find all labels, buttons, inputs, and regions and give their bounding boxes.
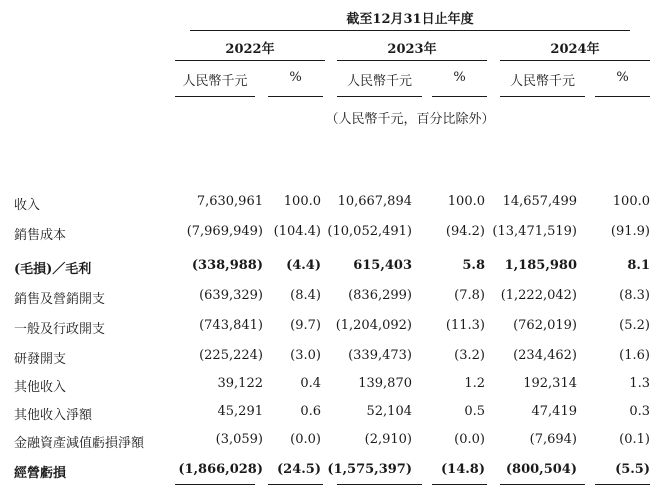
total-rule-6 bbox=[595, 484, 650, 485]
total-rule-3 bbox=[337, 484, 422, 485]
cell-rmb-2022: (7,969,949) bbox=[186, 224, 263, 239]
col-rmb-2023: 人民幣千元 bbox=[346, 74, 412, 89]
year-rule-2022 bbox=[175, 60, 325, 61]
table-row bbox=[0, 194, 660, 216]
cell-rmb-2022: (639,329) bbox=[199, 288, 263, 303]
table-row bbox=[0, 288, 660, 310]
row-label: 金融資產減值虧損淨額 bbox=[14, 436, 145, 451]
cell-pct-2024: 100.0 bbox=[612, 194, 650, 209]
cell-pct-2023: 1.2 bbox=[464, 376, 485, 391]
cell-pct-2022: 100.0 bbox=[283, 194, 321, 209]
period-title: 截至12月31日止年度 bbox=[346, 12, 474, 27]
col-pct-2022: % bbox=[289, 70, 302, 85]
cell-pct-2023: (94.2) bbox=[445, 224, 485, 239]
cell-pct-2023: (7.8) bbox=[454, 288, 485, 303]
cell-pct-2023: 100.0 bbox=[447, 194, 485, 209]
table-row bbox=[0, 258, 660, 280]
cell-pct-2023: (0.0) bbox=[454, 432, 485, 447]
cell-rmb-2023: 10,667,894 bbox=[337, 194, 412, 209]
total-rule-4 bbox=[432, 484, 487, 485]
cell-rmb-2022: 7,630,961 bbox=[196, 194, 263, 209]
cell-pct-2024: (0.1) bbox=[619, 432, 650, 447]
cell-pct-2022: (24.5) bbox=[277, 462, 321, 477]
cell-pct-2022: (9.7) bbox=[290, 318, 321, 333]
row-label: 其他收入 bbox=[14, 380, 67, 395]
cell-rmb-2024: (7,694) bbox=[529, 432, 577, 447]
cell-pct-2022: (3.0) bbox=[290, 348, 321, 363]
cell-pct-2023: 5.8 bbox=[462, 258, 485, 273]
cell-pct-2022: (0.0) bbox=[290, 432, 321, 447]
cell-rmb-2022: 39,122 bbox=[217, 376, 263, 391]
cell-rmb-2023: 139,870 bbox=[358, 376, 412, 391]
cell-rmb-2024: 192,314 bbox=[523, 376, 577, 391]
cell-rmb-2022: (1,866,028) bbox=[178, 462, 263, 477]
cell-pct-2022: 0.4 bbox=[300, 376, 321, 391]
sub-rule-3 bbox=[337, 96, 422, 97]
cell-rmb-2024: (234,462) bbox=[513, 348, 577, 363]
cell-rmb-2022: (743,841) bbox=[199, 318, 263, 333]
col-rmb-2024: 人民幣千元 bbox=[509, 74, 575, 89]
cell-rmb-2023: (10,052,491) bbox=[327, 224, 412, 239]
cell-pct-2024: 1.3 bbox=[629, 376, 650, 391]
total-rule-2 bbox=[268, 484, 323, 485]
row-label: 銷售及營銷開支 bbox=[14, 292, 106, 307]
row-label: (毛損)／毛利 bbox=[14, 262, 92, 277]
table-row bbox=[0, 432, 660, 454]
cell-rmb-2023: (339,473) bbox=[348, 348, 412, 363]
period-rule bbox=[190, 30, 630, 31]
cell-rmb-2024: 47,419 bbox=[531, 404, 577, 419]
cell-pct-2024: (5.2) bbox=[619, 318, 650, 333]
total-rule-5 bbox=[500, 484, 585, 485]
cell-pct-2023: (3.2) bbox=[454, 348, 485, 363]
sub-rule-6 bbox=[595, 96, 650, 97]
row-label: 收入 bbox=[14, 198, 41, 213]
year-2024: 2024年 bbox=[550, 42, 600, 57]
table-row bbox=[0, 318, 660, 340]
col-pct-2024: % bbox=[616, 70, 629, 85]
sub-rule-2 bbox=[268, 96, 323, 97]
table-row bbox=[0, 462, 660, 484]
cell-rmb-2024: (800,504) bbox=[505, 462, 577, 477]
row-label: 其他收入淨額 bbox=[14, 408, 93, 423]
cell-rmb-2024: 14,657,499 bbox=[502, 194, 577, 209]
cell-pct-2023: (14.8) bbox=[441, 462, 485, 477]
col-pct-2023: % bbox=[453, 70, 466, 85]
cell-pct-2022: (4.4) bbox=[286, 258, 321, 273]
cell-rmb-2023: (836,299) bbox=[348, 288, 412, 303]
table-row bbox=[0, 404, 660, 426]
year-rule-2023 bbox=[337, 60, 487, 61]
cell-pct-2024: 0.3 bbox=[629, 404, 650, 419]
total-rule-1 bbox=[175, 484, 255, 485]
cell-rmb-2024: (1,222,042) bbox=[500, 288, 577, 303]
year-2023: 2023年 bbox=[387, 42, 437, 57]
cell-pct-2023: (11.3) bbox=[445, 318, 485, 333]
cell-pct-2022: (104.4) bbox=[273, 224, 321, 239]
table-row bbox=[0, 224, 660, 246]
cell-rmb-2023: (2,910) bbox=[364, 432, 412, 447]
cell-rmb-2023: (1,204,092) bbox=[335, 318, 412, 333]
sub-rule-1 bbox=[175, 96, 255, 97]
cell-rmb-2022: 45,291 bbox=[217, 404, 263, 419]
cell-pct-2024: (91.9) bbox=[610, 224, 650, 239]
cell-rmb-2024: (13,471,519) bbox=[492, 224, 577, 239]
cell-rmb-2023: (1,575,397) bbox=[327, 462, 412, 477]
cell-pct-2024: 8.1 bbox=[627, 258, 650, 273]
cell-rmb-2022: (338,988) bbox=[191, 258, 263, 273]
cell-pct-2024: (1.6) bbox=[619, 348, 650, 363]
cell-pct-2023: 0.5 bbox=[464, 404, 485, 419]
cell-pct-2024: (5.5) bbox=[615, 462, 650, 477]
row-label: 經營虧損 bbox=[14, 466, 67, 481]
row-label: 銷售成本 bbox=[14, 228, 67, 243]
cell-pct-2022: (8.4) bbox=[290, 288, 321, 303]
cell-rmb-2023: 52,104 bbox=[366, 404, 412, 419]
cell-rmb-2023: 615,403 bbox=[353, 258, 412, 273]
cell-rmb-2024: 1,185,980 bbox=[504, 258, 577, 273]
cell-rmb-2022: (225,224) bbox=[199, 348, 263, 363]
table-row bbox=[0, 348, 660, 370]
cell-pct-2024: (8.3) bbox=[619, 288, 650, 303]
year-rule-2024 bbox=[500, 60, 650, 61]
cell-rmb-2024: (762,019) bbox=[513, 318, 577, 333]
cell-rmb-2022: (3,059) bbox=[215, 432, 263, 447]
unit-note: （人民幣千元，百分比除外） bbox=[325, 112, 495, 127]
sub-rule-5 bbox=[500, 96, 585, 97]
sub-rule-4 bbox=[432, 96, 487, 97]
row-label: 研發開支 bbox=[14, 352, 67, 367]
row-label: 一般及行政開支 bbox=[14, 322, 106, 337]
year-2022: 2022年 bbox=[225, 42, 275, 57]
col-rmb-2022: 人民幣千元 bbox=[182, 74, 248, 89]
cell-pct-2022: 0.6 bbox=[300, 404, 321, 419]
table-row bbox=[0, 376, 660, 398]
